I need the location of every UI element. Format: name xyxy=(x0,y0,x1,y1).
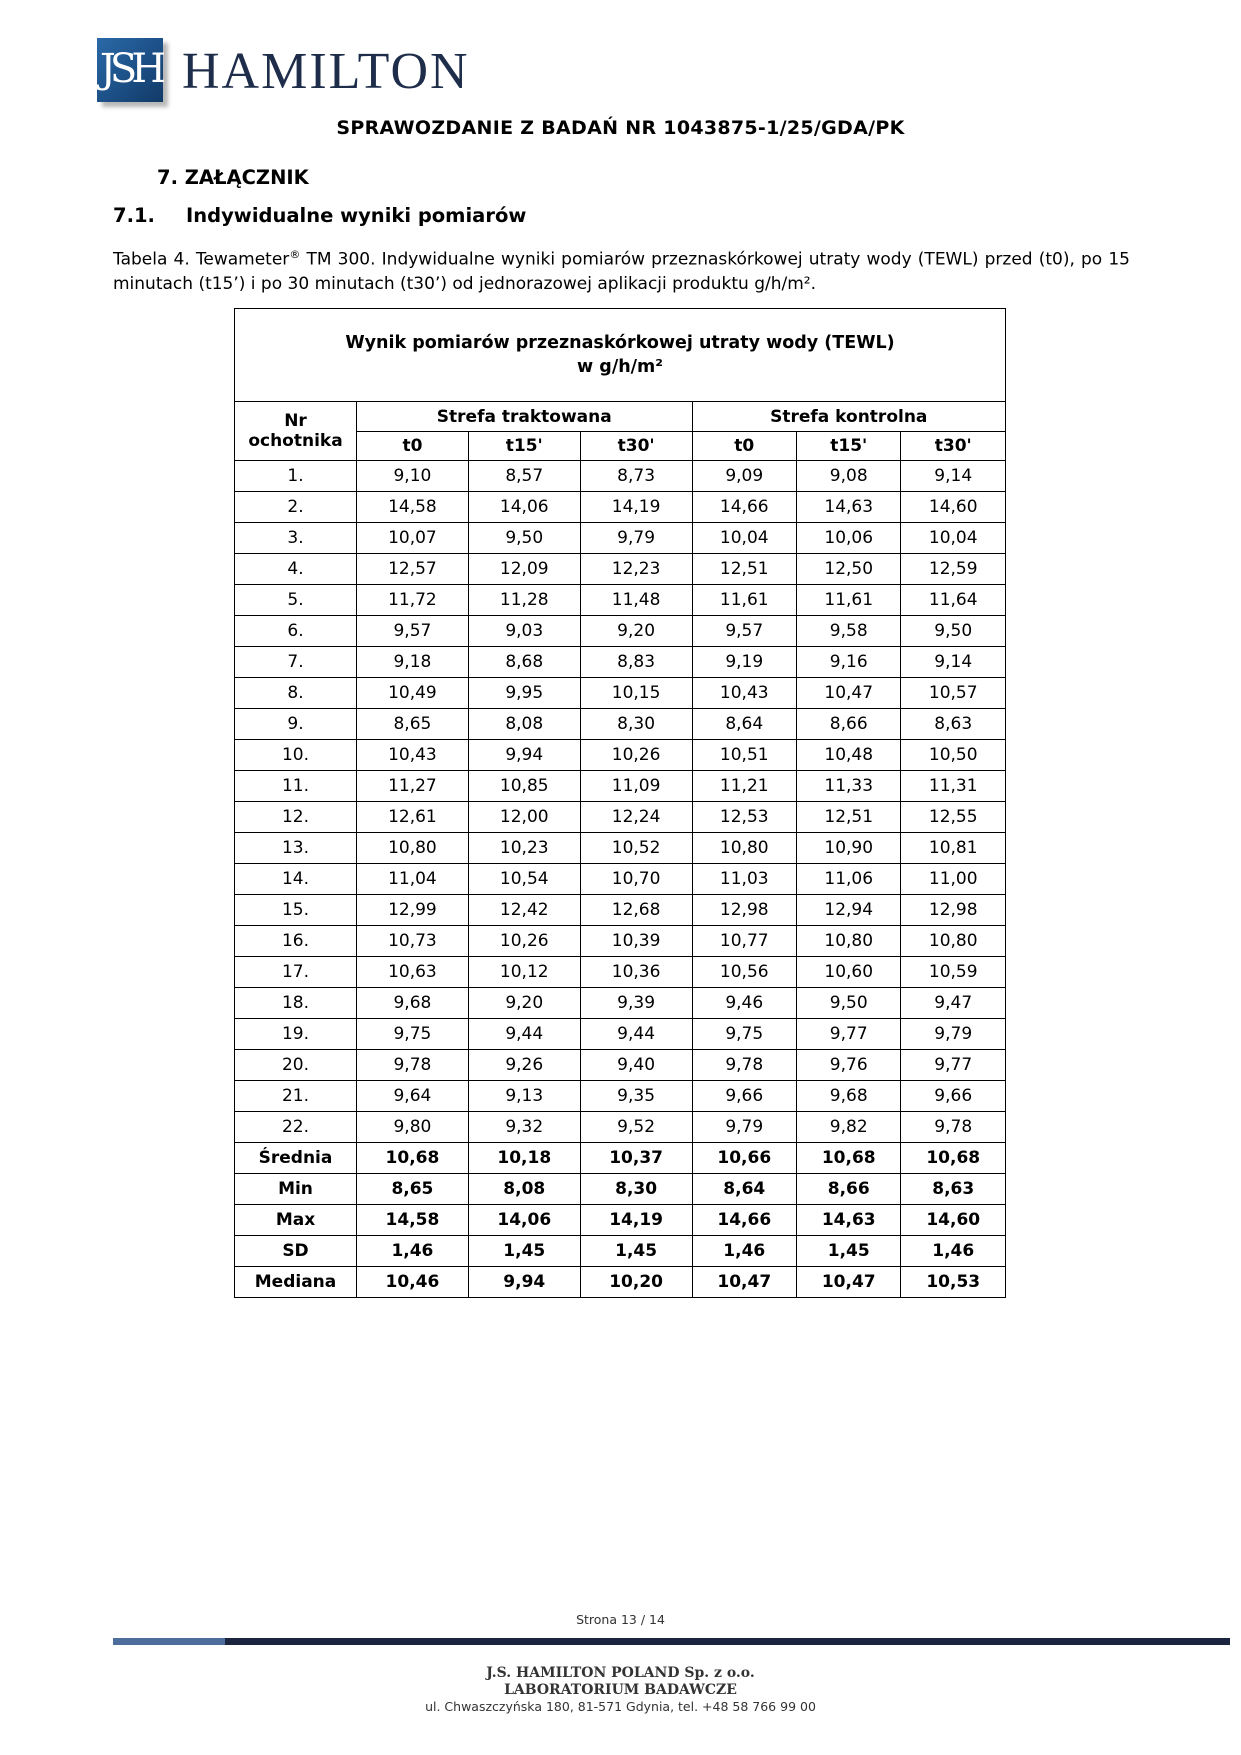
table-title-line2: w g/h/m² xyxy=(577,357,663,377)
measurement-cell: 11,64 xyxy=(901,585,1006,616)
measurement-cell: 9,14 xyxy=(901,461,1006,492)
measurement-cell: 9,32 xyxy=(468,1112,580,1143)
measurement-cell: 9,44 xyxy=(580,1019,692,1050)
volunteer-number: 5. xyxy=(235,585,357,616)
footer-company xyxy=(0,1665,1241,1699)
tewl-results-table xyxy=(234,308,1006,1298)
table-row xyxy=(235,492,1006,523)
stat-value: 1,46 xyxy=(692,1236,796,1267)
footer-divider xyxy=(113,1638,1230,1645)
stat-value: 10,47 xyxy=(692,1267,796,1298)
measurement-cell: 10,04 xyxy=(692,523,796,554)
measurement-cell: 14,19 xyxy=(580,492,692,523)
stat-row xyxy=(235,1174,1006,1205)
measurement-cell: 9,52 xyxy=(580,1112,692,1143)
measurement-cell: 12,09 xyxy=(468,554,580,585)
volunteer-number: 19. xyxy=(235,1019,357,1050)
measurement-cell: 9,76 xyxy=(797,1050,901,1081)
measurement-cell: 12,98 xyxy=(901,895,1006,926)
time-header: t0 xyxy=(692,432,796,461)
measurement-cell: 14,66 xyxy=(692,492,796,523)
measurement-cell: 9,66 xyxy=(692,1081,796,1112)
measurement-cell: 9,68 xyxy=(797,1081,901,1112)
measurement-cell: 11,61 xyxy=(692,585,796,616)
stat-row xyxy=(235,1236,1006,1267)
volunteer-number: 1. xyxy=(235,461,357,492)
measurement-cell: 11,72 xyxy=(357,585,469,616)
measurement-cell: 9,77 xyxy=(797,1019,901,1050)
volunteer-number: 12. xyxy=(235,802,357,833)
measurement-cell: 9,47 xyxy=(901,988,1006,1019)
table-row xyxy=(235,926,1006,957)
measurement-cell: 8,66 xyxy=(797,709,901,740)
company-lab: LABORATORIUM BADAWCZE xyxy=(504,1682,737,1698)
volunteer-number: 15. xyxy=(235,895,357,926)
table-row xyxy=(235,461,1006,492)
stat-value: 10,68 xyxy=(357,1143,469,1174)
table-row xyxy=(235,802,1006,833)
footer-address: ul. Chwaszczyńska 180, 81-571 Gdynia, tel. +48 58 766 99 00 xyxy=(425,1699,816,1714)
stat-row xyxy=(235,1205,1006,1236)
stat-label: Mediana xyxy=(235,1267,357,1298)
volunteer-number: 11. xyxy=(235,771,357,802)
measurement-cell: 12,00 xyxy=(468,802,580,833)
stat-value: 14,58 xyxy=(357,1205,469,1236)
stat-value: 1,45 xyxy=(797,1236,901,1267)
measurement-cell: 9,75 xyxy=(692,1019,796,1050)
measurement-cell: 10,52 xyxy=(580,833,692,864)
measurement-cell: 9,20 xyxy=(468,988,580,1019)
measurement-cell: 10,81 xyxy=(901,833,1006,864)
measurement-cell: 10,48 xyxy=(797,740,901,771)
stat-row xyxy=(235,1143,1006,1174)
volunteer-number: 10. xyxy=(235,740,357,771)
measurement-cell: 11,06 xyxy=(797,864,901,895)
measurement-cell: 9,79 xyxy=(901,1019,1006,1050)
measurement-cell: 9,19 xyxy=(692,647,796,678)
volunteer-number: 2. xyxy=(235,492,357,523)
measurement-cell: 10,90 xyxy=(797,833,901,864)
measurement-cell: 10,43 xyxy=(357,740,469,771)
measurement-cell: 9,57 xyxy=(357,616,469,647)
footer-bar-accent xyxy=(113,1638,225,1645)
measurement-cell: 8,65 xyxy=(357,709,469,740)
measurement-cell: 10,80 xyxy=(692,833,796,864)
volunteer-number: 6. xyxy=(235,616,357,647)
measurement-cell: 9,64 xyxy=(357,1081,469,1112)
measurement-cell: 12,51 xyxy=(797,802,901,833)
measurement-cell: 8,30 xyxy=(580,709,692,740)
measurement-cell: 8,57 xyxy=(468,461,580,492)
measurement-cell: 14,06 xyxy=(468,492,580,523)
table-row xyxy=(235,647,1006,678)
subsection-number: 7.1. xyxy=(113,204,155,227)
zone-header-treated: Strefa traktowana xyxy=(357,402,693,432)
measurement-cell: 10,26 xyxy=(580,740,692,771)
logo-monogram: JSH xyxy=(99,46,161,92)
measurement-cell: 11,61 xyxy=(797,585,901,616)
measurement-cell: 11,09 xyxy=(580,771,692,802)
stat-value: 1,45 xyxy=(468,1236,580,1267)
stat-value: 10,66 xyxy=(692,1143,796,1174)
section-heading xyxy=(157,166,309,189)
measurement-cell: 9,09 xyxy=(692,461,796,492)
measurement-cell: 11,33 xyxy=(797,771,901,802)
measurement-cell: 9,77 xyxy=(901,1050,1006,1081)
measurement-cell: 12,59 xyxy=(901,554,1006,585)
table-row xyxy=(235,1050,1006,1081)
volunteer-number: 14. xyxy=(235,864,357,895)
company-name: J.S. HAMILTON POLAND Sp. z o.o. xyxy=(486,1665,755,1681)
measurement-cell: 11,27 xyxy=(357,771,469,802)
stat-value: 10,18 xyxy=(468,1143,580,1174)
measurement-cell: 10,51 xyxy=(692,740,796,771)
volunteer-number: 21. xyxy=(235,1081,357,1112)
measurement-cell: 12,68 xyxy=(580,895,692,926)
zone-header-control: Strefa kontrolna xyxy=(692,402,1005,432)
stat-value: 8,30 xyxy=(580,1174,692,1205)
table-row xyxy=(235,523,1006,554)
volunteer-number: 8. xyxy=(235,678,357,709)
column-header-nr: Nr xyxy=(284,411,307,431)
stat-value: 14,63 xyxy=(797,1205,901,1236)
stat-value: 1,46 xyxy=(901,1236,1006,1267)
measurement-cell: 8,73 xyxy=(580,461,692,492)
volunteer-number: 20. xyxy=(235,1050,357,1081)
measurement-cell: 10,47 xyxy=(797,678,901,709)
measurement-cell: 9,18 xyxy=(357,647,469,678)
table-row xyxy=(235,1019,1006,1050)
measurement-cell: 11,00 xyxy=(901,864,1006,895)
measurement-cell: 12,23 xyxy=(580,554,692,585)
footer-bar-main xyxy=(225,1638,1230,1645)
volunteer-number: 3. xyxy=(235,523,357,554)
measurement-cell: 9,10 xyxy=(357,461,469,492)
measurement-cell: 10,85 xyxy=(468,771,580,802)
measurement-cell: 10,63 xyxy=(357,957,469,988)
measurement-cell: 10,04 xyxy=(901,523,1006,554)
table-row xyxy=(235,833,1006,864)
measurement-cell: 11,28 xyxy=(468,585,580,616)
volunteer-number: 7. xyxy=(235,647,357,678)
measurement-cell: 10,26 xyxy=(468,926,580,957)
measurement-cell: 9,78 xyxy=(901,1112,1006,1143)
measurement-cell: 9,82 xyxy=(797,1112,901,1143)
time-header: t15' xyxy=(797,432,901,461)
time-header: t15' xyxy=(468,432,580,461)
measurement-cell: 9,20 xyxy=(580,616,692,647)
measurement-cell: 9,50 xyxy=(797,988,901,1019)
measurement-cell: 10,80 xyxy=(797,926,901,957)
stat-value: 10,20 xyxy=(580,1267,692,1298)
table-row xyxy=(235,957,1006,988)
table-row xyxy=(235,554,1006,585)
measurement-cell: 10,15 xyxy=(580,678,692,709)
measurement-cell: 9,14 xyxy=(901,647,1006,678)
measurement-cell: 9,79 xyxy=(580,523,692,554)
measurement-cell: 9,40 xyxy=(580,1050,692,1081)
measurement-cell: 12,99 xyxy=(357,895,469,926)
measurement-cell: 12,50 xyxy=(797,554,901,585)
table-row xyxy=(235,1081,1006,1112)
measurement-cell: 9,39 xyxy=(580,988,692,1019)
measurement-cell: 11,48 xyxy=(580,585,692,616)
measurement-cell: 10,36 xyxy=(580,957,692,988)
stat-value: 14,60 xyxy=(901,1205,1006,1236)
measurement-cell: 10,54 xyxy=(468,864,580,895)
stat-value: 14,66 xyxy=(692,1205,796,1236)
measurement-cell: 9,57 xyxy=(692,616,796,647)
measurement-cell: 10,50 xyxy=(901,740,1006,771)
measurement-cell: 9,44 xyxy=(468,1019,580,1050)
measurement-cell: 9,95 xyxy=(468,678,580,709)
measurement-cell: 8,68 xyxy=(468,647,580,678)
volunteer-number: 17. xyxy=(235,957,357,988)
logo-wordmark: HAMILTON xyxy=(182,43,470,100)
stat-value: 1,46 xyxy=(357,1236,469,1267)
time-header: t30' xyxy=(580,432,692,461)
volunteer-number: 4. xyxy=(235,554,357,585)
table-row xyxy=(235,616,1006,647)
measurement-cell: 9,13 xyxy=(468,1081,580,1112)
stat-value: 10,68 xyxy=(797,1143,901,1174)
stat-value: 8,64 xyxy=(692,1174,796,1205)
table-row xyxy=(235,709,1006,740)
stat-value: 1,45 xyxy=(580,1236,692,1267)
stat-label: Max xyxy=(235,1205,357,1236)
volunteer-number: 16. xyxy=(235,926,357,957)
registered-mark: ® xyxy=(289,248,301,261)
volunteer-number: 9. xyxy=(235,709,357,740)
measurement-cell: 9,50 xyxy=(901,616,1006,647)
measurement-cell: 12,94 xyxy=(797,895,901,926)
measurement-cell: 10,70 xyxy=(580,864,692,895)
measurement-cell: 10,12 xyxy=(468,957,580,988)
measurement-cell: 10,43 xyxy=(692,678,796,709)
stat-value: 9,94 xyxy=(468,1267,580,1298)
table-row xyxy=(235,740,1006,771)
measurement-cell: 10,07 xyxy=(357,523,469,554)
measurement-cell: 12,53 xyxy=(692,802,796,833)
table-caption xyxy=(113,243,1130,296)
measurement-cell: 9,50 xyxy=(468,523,580,554)
measurement-cell: 12,24 xyxy=(580,802,692,833)
measurement-cell: 14,60 xyxy=(901,492,1006,523)
measurement-cell: 10,49 xyxy=(357,678,469,709)
stat-value: 10,46 xyxy=(357,1267,469,1298)
volunteer-number: 18. xyxy=(235,988,357,1019)
measurement-cell: 8,64 xyxy=(692,709,796,740)
subsection-heading xyxy=(113,204,526,227)
stat-value: 8,63 xyxy=(901,1174,1006,1205)
stat-label: Min xyxy=(235,1174,357,1205)
measurement-cell: 9,08 xyxy=(797,461,901,492)
measurement-cell: 8,63 xyxy=(901,709,1006,740)
measurement-cell: 12,98 xyxy=(692,895,796,926)
measurement-cell: 10,77 xyxy=(692,926,796,957)
table-title-line1: Wynik pomiarów przeznaskórkowej utraty wody (TEWL) xyxy=(345,333,895,353)
measurement-cell: 9,03 xyxy=(468,616,580,647)
measurement-cell: 10,80 xyxy=(901,926,1006,957)
measurement-cell: 11,31 xyxy=(901,771,1006,802)
stat-row xyxy=(235,1267,1006,1298)
volunteer-number: 22. xyxy=(235,1112,357,1143)
measurement-cell: 9,79 xyxy=(692,1112,796,1143)
table-title xyxy=(235,309,1006,402)
measurement-cell: 9,78 xyxy=(692,1050,796,1081)
stat-label: SD xyxy=(235,1236,357,1267)
measurement-cell: 9,68 xyxy=(357,988,469,1019)
time-header: t0 xyxy=(357,432,469,461)
measurement-cell: 10,06 xyxy=(797,523,901,554)
stat-value: 10,68 xyxy=(901,1143,1006,1174)
report-title: SPRAWOZDANIE Z BADAŃ NR 1043875-1/25/GDA/PK xyxy=(336,117,905,139)
measurement-cell: 9,46 xyxy=(692,988,796,1019)
column-header-ochotnika: ochotnika xyxy=(248,431,343,451)
caption-text: TM 300. Indywidualne wyniki pomiarów przeznaskórkowej utraty wody (TEWL) przed (t0), po 15 minutach (t15’) i po 30 minutach (t30’) od jednorazowej aplikacji produktu g/h/m². xyxy=(113,249,1130,294)
measurement-cell: 9,58 xyxy=(797,616,901,647)
company-logo xyxy=(97,38,163,102)
table-row xyxy=(235,585,1006,616)
measurement-cell: 9,35 xyxy=(580,1081,692,1112)
subsection-title: Indywidualne wyniki pomiarów xyxy=(186,204,527,227)
stat-value: 8,65 xyxy=(357,1174,469,1205)
measurement-cell: 9,75 xyxy=(357,1019,469,1050)
measurement-cell: 8,83 xyxy=(580,647,692,678)
measurement-cell: 9,78 xyxy=(357,1050,469,1081)
section-title: ZAŁĄCZNIK xyxy=(184,166,309,189)
measurement-cell: 12,51 xyxy=(692,554,796,585)
measurement-cell: 10,23 xyxy=(468,833,580,864)
page-number: Strona 13 / 14 xyxy=(576,1612,665,1627)
table-row xyxy=(235,771,1006,802)
measurement-cell: 9,80 xyxy=(357,1112,469,1143)
measurement-cell: 10,59 xyxy=(901,957,1006,988)
measurement-cell: 11,03 xyxy=(692,864,796,895)
stat-label: Średnia xyxy=(235,1143,357,1174)
measurement-cell: 10,60 xyxy=(797,957,901,988)
measurement-cell: 10,80 xyxy=(357,833,469,864)
measurement-cell: 10,73 xyxy=(357,926,469,957)
measurement-cell: 11,21 xyxy=(692,771,796,802)
table-row xyxy=(235,678,1006,709)
table-row xyxy=(235,895,1006,926)
measurement-cell: 9,94 xyxy=(468,740,580,771)
table-row xyxy=(235,864,1006,895)
stat-value: 10,53 xyxy=(901,1267,1006,1298)
measurement-cell: 10,57 xyxy=(901,678,1006,709)
table-row xyxy=(235,988,1006,1019)
measurement-cell: 12,42 xyxy=(468,895,580,926)
section-number: 7. xyxy=(157,166,178,189)
measurement-cell: 8,08 xyxy=(468,709,580,740)
measurement-cell: 9,26 xyxy=(468,1050,580,1081)
stat-value: 14,19 xyxy=(580,1205,692,1236)
stat-value: 10,47 xyxy=(797,1267,901,1298)
measurement-cell: 12,57 xyxy=(357,554,469,585)
measurement-cell: 10,39 xyxy=(580,926,692,957)
measurement-cell: 10,56 xyxy=(692,957,796,988)
stat-value: 8,66 xyxy=(797,1174,901,1205)
measurement-cell: 11,04 xyxy=(357,864,469,895)
stat-value: 10,37 xyxy=(580,1143,692,1174)
caption-prefix: Tabela 4. Tewameter xyxy=(113,249,290,270)
volunteer-number: 13. xyxy=(235,833,357,864)
measurement-cell: 9,16 xyxy=(797,647,901,678)
measurement-cell: 14,58 xyxy=(357,492,469,523)
time-header: t30' xyxy=(901,432,1006,461)
measurement-cell: 12,55 xyxy=(901,802,1006,833)
stat-value: 8,08 xyxy=(468,1174,580,1205)
measurement-cell: 9,66 xyxy=(901,1081,1006,1112)
measurement-cell: 14,63 xyxy=(797,492,901,523)
measurement-cell: 12,61 xyxy=(357,802,469,833)
table-row xyxy=(235,1112,1006,1143)
stat-value: 14,06 xyxy=(468,1205,580,1236)
column-header-volunteer xyxy=(235,402,357,461)
